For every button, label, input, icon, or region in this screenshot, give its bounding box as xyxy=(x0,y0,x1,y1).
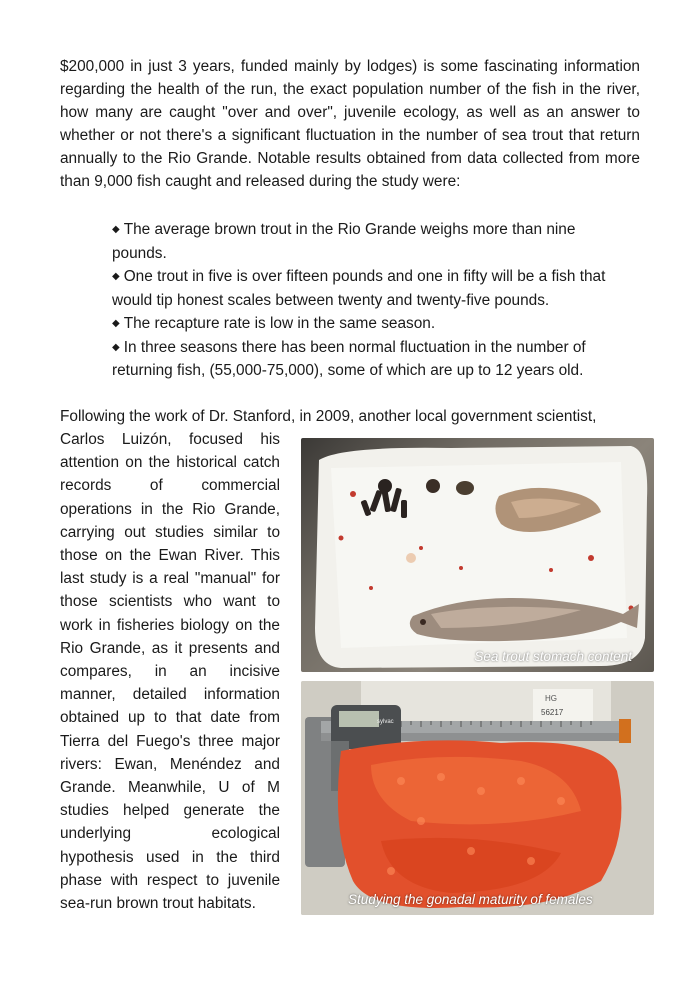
bullet-icon: ◆ xyxy=(112,271,120,282)
gonadal-maturity-photo xyxy=(301,681,654,915)
caliper-brand: sylvac xyxy=(377,719,394,725)
body-paragraph-2-lead: Following the work of Dr. Stanford, in 2009, another local government scientist, xyxy=(60,408,597,425)
bullet-icon: ◆ xyxy=(112,318,120,329)
gonadal-maturity-image xyxy=(301,681,654,915)
photo-caption: Sea trout stomach content xyxy=(474,649,632,664)
body-paragraph-2: Carlos Luizón, focused his attention on the historical catch records of commercial operations in the Rio Grande, carrying out studies similar to those on the Ewan River. This last study is a real "manual" for those scientists who want to work in fisheries biology on the Rio Grande, as it presents and compares, in an incisive manner, detailed information obtained up to that date from Tierra del Fuego's three major rivers: Ewan, Menéndez and Grande. Meanwhile, U of M studies helped generate the underlying ecological hypothesis used in the third phase with respect to juvenile sea-run brown trout habitats. xyxy=(60,431,280,913)
findings-list xyxy=(112,218,612,383)
stomach-content-photo xyxy=(301,438,654,672)
list-item: ◆ One trout in five is over fifteen pounds and one in fifty will be a fish that would tip honest scales between twenty and twenty-five pounds. xyxy=(112,268,606,309)
list-item: ◆ In three seasons there has been normal fluctuation in the number of returning fish, (55,000-75,000), some of which are up to 12 years old. xyxy=(112,338,586,379)
body-paragraph-1: $200,000 in just 3 years, funded mainly by lodges) is some fascinating information regarding the health of the run, the exact population number of the fish in the river, how many are caught "over and over", juvenile ecology, as well as an answer to whether or not there's a significant fluctuation in the number of sea trout that return annually to the Rio Grande. Notable results obtained from data collected from more than 9,000 fish caught and released during the study were: xyxy=(60,58,640,190)
list-item: ◆ The recapture rate is low in the same season. xyxy=(112,315,436,332)
stomach-content-image xyxy=(301,438,654,672)
label-text: 56217 xyxy=(541,708,564,717)
label-text-top: HG xyxy=(545,694,557,703)
list-item: ◆ The average brown trout in the Rio Grande weighs more than nine pounds. xyxy=(112,221,576,262)
photo-caption: Studying the gonadal maturity of females xyxy=(348,892,593,907)
bullet-icon: ◆ xyxy=(112,224,120,235)
bullet-icon: ◆ xyxy=(112,341,120,353)
